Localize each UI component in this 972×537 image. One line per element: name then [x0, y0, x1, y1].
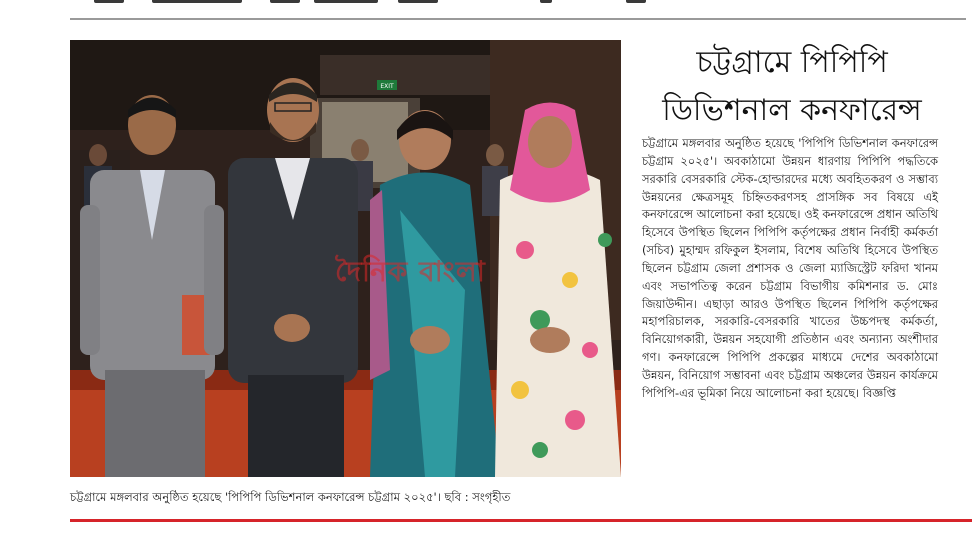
newspaper-watermark: দৈনিক বাংলা: [335, 255, 486, 288]
exit-sign-text: EXIT: [380, 83, 394, 90]
previous-article-text-fragment: [70, 0, 970, 6]
top-divider: [70, 18, 966, 20]
photo-caption: চট্টগ্রামে মঙ্গলবার অনুষ্ঠিত হয়েছে 'পিপিপি ডিভিশনাল কনফারেন্স চট্টগ্রাম ২০২৫'। ছবি : সংগৃহীত: [70, 490, 511, 504]
headline-line-2: ডিভিশনাল কনফারেন্স: [662, 93, 922, 128]
headline-line-1: চট্টগ্রামে পিপিপি: [696, 45, 888, 80]
article-headline: [642, 39, 942, 135]
bottom-accent-rule: [70, 519, 972, 522]
article-body: চট্টগ্রামে মঙ্গলবার অনুষ্ঠিত হয়েছে 'পিপিপি ডিভিশনাল কনফারেন্স চট্টগ্রাম ২০২৫'। অবকাঠামো উন্নয়ন ধারণায় পিপিপি পদ্ধতিকে সরকারি বেসরকারি স্টেক-হোল্ডারদের মধ্যে অবহিতকরণ ও সম্ভাব্য উন্নয়নের ক্ষেত্রসমূহ চিহ্নিতকরণসহ প্রাসঙ্গিক সব বিষয়ে এই কনফারেন্সে আলোচনা করা হয়েছে। ওই কনফারেন্সে প্রধান অতিথি হিসেবে উপস্থিত ছিলেন পিপিপি কর্তৃপক্ষের প্রধান নির্বাহী কর্মকর্তা (সচিব) মুহাম্মদ রফিকুল ইসলাম, বিশেষ অতিথি হিসেবে উপস্থিত ছিলেন চট্টগ্রাম জেলা প্রশাসক ও জেলা ম্যাজিস্ট্রেট ফরিদা খানম এবং সভাপতিত্ব করেন চট্টগ্রাম বিভাগীয় কমিশনার ড. মোঃ জিয়াউদ্দীন। এছাড়া আরও উপস্থিত ছিলেন পিপিপি কর্তৃপক্ষের মহাপরিচালক, সরকারি-বেসরকারি খাতের উচ্চপদস্থ কর্মকর্তা, বিনিয়োগকারী, উন্নয়ন সহযোগী প্রতিষ্ঠান এবং অন্যান্য অংশীদার গণ। কনফারেন্সে পিপিপি প্রকল্পের মাধ্যমে দেশের অবকাঠামো উন্নয়ন, বিনিয়োগ সম্ভাবনা এবং চট্টগ্রাম অঞ্চলের উন্নয়ন কার্যক্রমে পিপিপি-এর ভূমিকা নিয়ে আলোচনা করা হয়েছে। বিজ্ঞপ্তি: [642, 136, 938, 400]
news-photo: [70, 40, 621, 477]
